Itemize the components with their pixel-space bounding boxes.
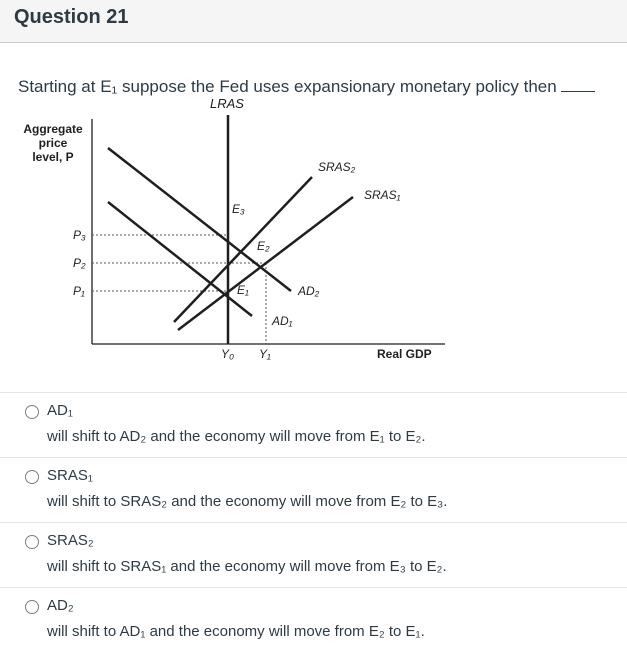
- radio-button[interactable]: [25, 535, 39, 549]
- answer-main-text: SRAS₁: [47, 467, 93, 484]
- sras1-label: SRAS₁: [364, 188, 401, 202]
- y-axis-label-line-3: level, P: [32, 150, 74, 164]
- sras2-label: SRAS₂: [318, 160, 356, 174]
- ad1-curve: [108, 202, 252, 316]
- as-ad-graph: [0, 95, 627, 375]
- y-axis-label-line-2: price: [38, 136, 68, 150]
- answer-detail-text: will shift to AD₁ and the economy will move from E₂ to E₁.: [47, 623, 425, 640]
- sras2-curve: [174, 177, 312, 322]
- answer-option-3[interactable]: [0, 522, 627, 587]
- ad1-label: AD₁: [272, 314, 293, 328]
- question-title: Question 21: [14, 6, 129, 28]
- answer-option-1[interactable]: [0, 392, 627, 457]
- e2-label: E₂: [257, 239, 270, 253]
- ad2-label: AD₂: [298, 284, 320, 298]
- radio-button[interactable]: [25, 600, 39, 614]
- p2-label: P₂: [73, 256, 86, 270]
- answer-detail-text: will shift to SRAS₂ and the economy will move from E₂ to E₃.: [47, 493, 448, 510]
- y0-label: Y₀: [221, 347, 235, 361]
- e3-label: E₃: [232, 202, 245, 216]
- answer-option-2[interactable]: [0, 457, 627, 522]
- x-axis-label: Real GDP: [377, 347, 432, 361]
- p3-label: P₃: [73, 228, 86, 242]
- answer-main-text: SRAS₂: [47, 532, 94, 549]
- question-prompt: Starting at E₁ suppose the Fed uses expansionary monetary policy then: [18, 77, 557, 96]
- ad2-curve: [108, 148, 291, 291]
- lras-label: LRAS: [210, 96, 244, 111]
- radio-button[interactable]: [25, 470, 39, 484]
- question-text: [18, 77, 595, 97]
- p1-label: P₁: [73, 284, 85, 298]
- y1-label: Y₁: [259, 347, 271, 361]
- y-axis-label-line-1: Aggregate: [23, 122, 83, 136]
- answer-main-text: AD₂: [47, 597, 74, 614]
- answer-option-4[interactable]: [0, 587, 627, 652]
- answer-main-text: AD₁: [47, 402, 73, 419]
- answer-detail-text: will shift to SRAS₁ and the economy will move from E₃ to E₂.: [47, 558, 447, 575]
- radio-button[interactable]: [25, 405, 39, 419]
- question-header: [0, 0, 627, 43]
- e1-label: E₁: [237, 283, 249, 297]
- answer-detail-text: will shift to AD₂ and the economy will move from E₁ to E₂.: [47, 428, 426, 445]
- answer-blank: [561, 91, 595, 92]
